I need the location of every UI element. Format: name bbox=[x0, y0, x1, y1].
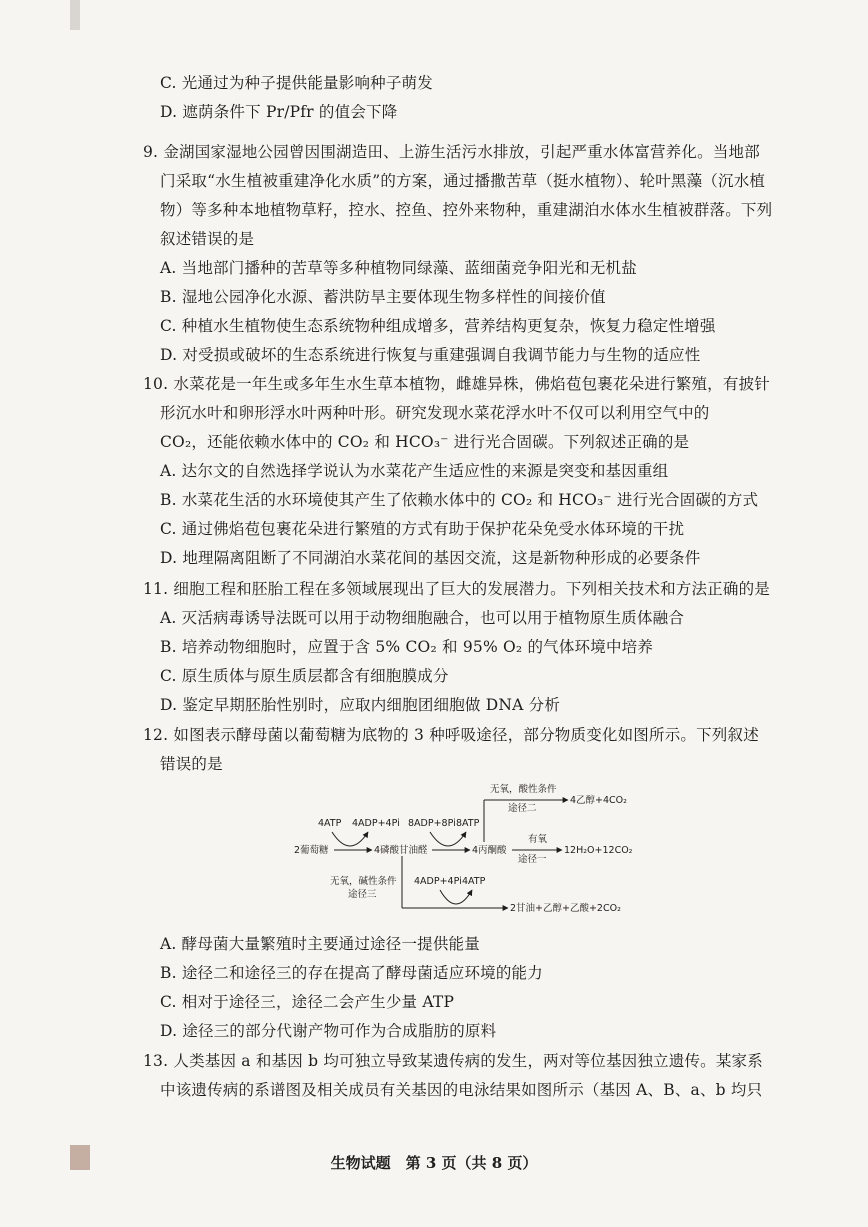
scan-edge-mark bbox=[70, 0, 80, 30]
q10-option-b: B. 水菜花生活的水环境使其产生了依赖水体中的 CO₂ 和 HCO₃⁻ 进行光合固碳的方式 bbox=[160, 491, 759, 509]
q8-option-d: D. 遮荫条件下 Pr/Pfr 的值会下降 bbox=[160, 103, 398, 121]
atp-consumption-arc bbox=[332, 832, 368, 846]
path3-product: 2甘油+乙醇+乙酸+2CO₂ bbox=[510, 903, 621, 914]
path2-label: 途径二 bbox=[508, 803, 537, 814]
glucose-label: 2葡萄糖 bbox=[294, 845, 329, 856]
q10-option-d: D. 地理隔离阻断了不同湖泊水菜花间的基因交流，这是新物种形成的必要条件 bbox=[160, 549, 701, 567]
atp-output-label: 8ATP bbox=[456, 818, 480, 829]
q11-option-a: A. 灭活病毒诱导法既可以用于动物细胞融合，也可以用于植物原生质体融合 bbox=[160, 609, 685, 627]
q9-stem-1: 9. 金湖国家湿地公园曾因围湖造田、上游生活污水排放，引起严重水体富营养化。当地部 bbox=[143, 143, 760, 161]
adp-input-label: 8ADP+8Pi bbox=[408, 818, 456, 829]
q12-stem-2: 错误的是 bbox=[160, 755, 223, 773]
path1-label: 途径一 bbox=[518, 854, 547, 865]
q12-stem-1: 12. 如图表示酵母菌以葡萄糖为底物的 3 种呼吸途径，部分物质变化如图所示。下列叙述 bbox=[143, 726, 759, 744]
path1-product: 12H₂O+12CO₂ bbox=[564, 845, 633, 856]
atp-production-arc bbox=[430, 832, 466, 846]
g3p-label: 4磷酸甘油醛 bbox=[374, 845, 428, 856]
path3-atp-arc bbox=[440, 890, 472, 904]
adp-output-label: 4ADP+4Pi bbox=[352, 818, 400, 829]
respiration-pathway-diagram bbox=[290, 780, 650, 920]
q10-stem-3: CO₂，还能依赖水体中的 CO₂ 和 HCO₃⁻ 进行光合固碳。下列叙述正确的是 bbox=[160, 433, 690, 451]
q10-stem-2: 形沉水叶和卵形浮水叶两种叶形。研究发现水菜花浮水叶不仅可以利用空气中的 bbox=[160, 404, 710, 422]
q9-stem-2: 门采取“水生植被重建净化水质”的方案，通过播撒苦草（挺水植物）、轮叶黑藻（沉水植 bbox=[160, 172, 766, 190]
path1-condition: 有氧 bbox=[528, 834, 548, 845]
path3-label: 途径三 bbox=[348, 889, 377, 900]
q11-stem: 11. 细胞工程和胚胎工程在多领域展现出了巨大的发展潜力。下列相关技术和方法正确的是 bbox=[143, 580, 770, 598]
path2-product: 4乙醇+4CO₂ bbox=[570, 795, 627, 806]
q10-option-c: C. 通过佛焰苞包裹花朵进行繁殖的方式有助于保护花朵免受水体环境的干扰 bbox=[160, 520, 685, 538]
atp-input-label: 4ATP bbox=[318, 818, 342, 829]
q10-stem-1: 10. 水菜花是一年生或多年生水生草本植物，雌雄异株，佛焰苞包裹花朵进行繁殖，有披针 bbox=[143, 375, 770, 393]
q11-option-d: D. 鉴定早期胚胎性别时，应取内细胞团细胞做 DNA 分析 bbox=[160, 696, 561, 714]
q10-option-a: A. 达尔文的自然选择学说认为水菜花产生适应性的来源是突变和基因重组 bbox=[160, 462, 669, 480]
q12-option-c: C. 相对于途径三，途径二会产生少量 ATP bbox=[160, 993, 455, 1011]
q11-option-b: B. 培养动物细胞时，应置于含 5% CO₂ 和 95% O₂ 的气体环境中培养 bbox=[160, 638, 654, 656]
q13-stem-2: 中该遗传病的系谱图及相关成员有关基因的电泳结果如图所示（基因 A、B、a、b 均只 bbox=[160, 1081, 763, 1099]
q11-option-c: C. 原生质体与原生质层都含有细胞膜成分 bbox=[160, 667, 449, 685]
q12-option-d: D. 途径三的部分代谢产物可作为合成脂肪的原料 bbox=[160, 1022, 497, 1040]
path2-condition: 无氧，酸性条件 bbox=[490, 784, 557, 795]
q9-option-d: D. 对受损或破坏的生态系统进行恢复与重建强调自我调节能力与生物的适应性 bbox=[160, 346, 701, 364]
path3-adp-label: 4ADP+4Pi bbox=[414, 876, 462, 887]
q8-option-c: C. 光通过为种子提供能量影响种子萌发 bbox=[160, 74, 433, 92]
pyruvate-label: 4丙酮酸 bbox=[472, 845, 507, 856]
q12-option-a: A. 酵母菌大量繁殖时主要通过途径一提供能量 bbox=[160, 935, 480, 953]
q12-option-b: B. 途径二和途径三的存在提高了酵母菌适应环境的能力 bbox=[160, 964, 543, 982]
q9-stem-3: 物）等多种本地植物草籽，控水、控鱼、控外来物种，重建湖泊水体水生植被群落。下列 bbox=[160, 201, 773, 219]
q9-option-a: A. 当地部门播种的苦草等多种植物同绿藻、蓝细菌竞争阳光和无机盐 bbox=[160, 259, 637, 277]
q9-option-b: B. 湿地公园净化水源、蓄洪防旱主要体现生物多样性的间接价值 bbox=[160, 288, 606, 306]
page-footer: 生物试题 第 3 页（共 8 页） bbox=[330, 1154, 538, 1172]
path3-atp-label: 4ATP bbox=[462, 876, 486, 887]
q9-stem-4: 叙述错误的是 bbox=[160, 230, 255, 248]
q9-option-c: C. 种植水生植物使生态系统物种组成增多，营养结构更复杂，恢复力稳定性增强 bbox=[160, 317, 716, 335]
path3-condition: 无氧，碱性条件 bbox=[330, 876, 397, 887]
q13-stem-1: 13. 人类基因 a 和基因 b 均可独立导致某遗传病的发生，两对等位基因独立遗传。某家系 bbox=[143, 1052, 763, 1070]
scan-corner-mark bbox=[70, 1145, 90, 1170]
